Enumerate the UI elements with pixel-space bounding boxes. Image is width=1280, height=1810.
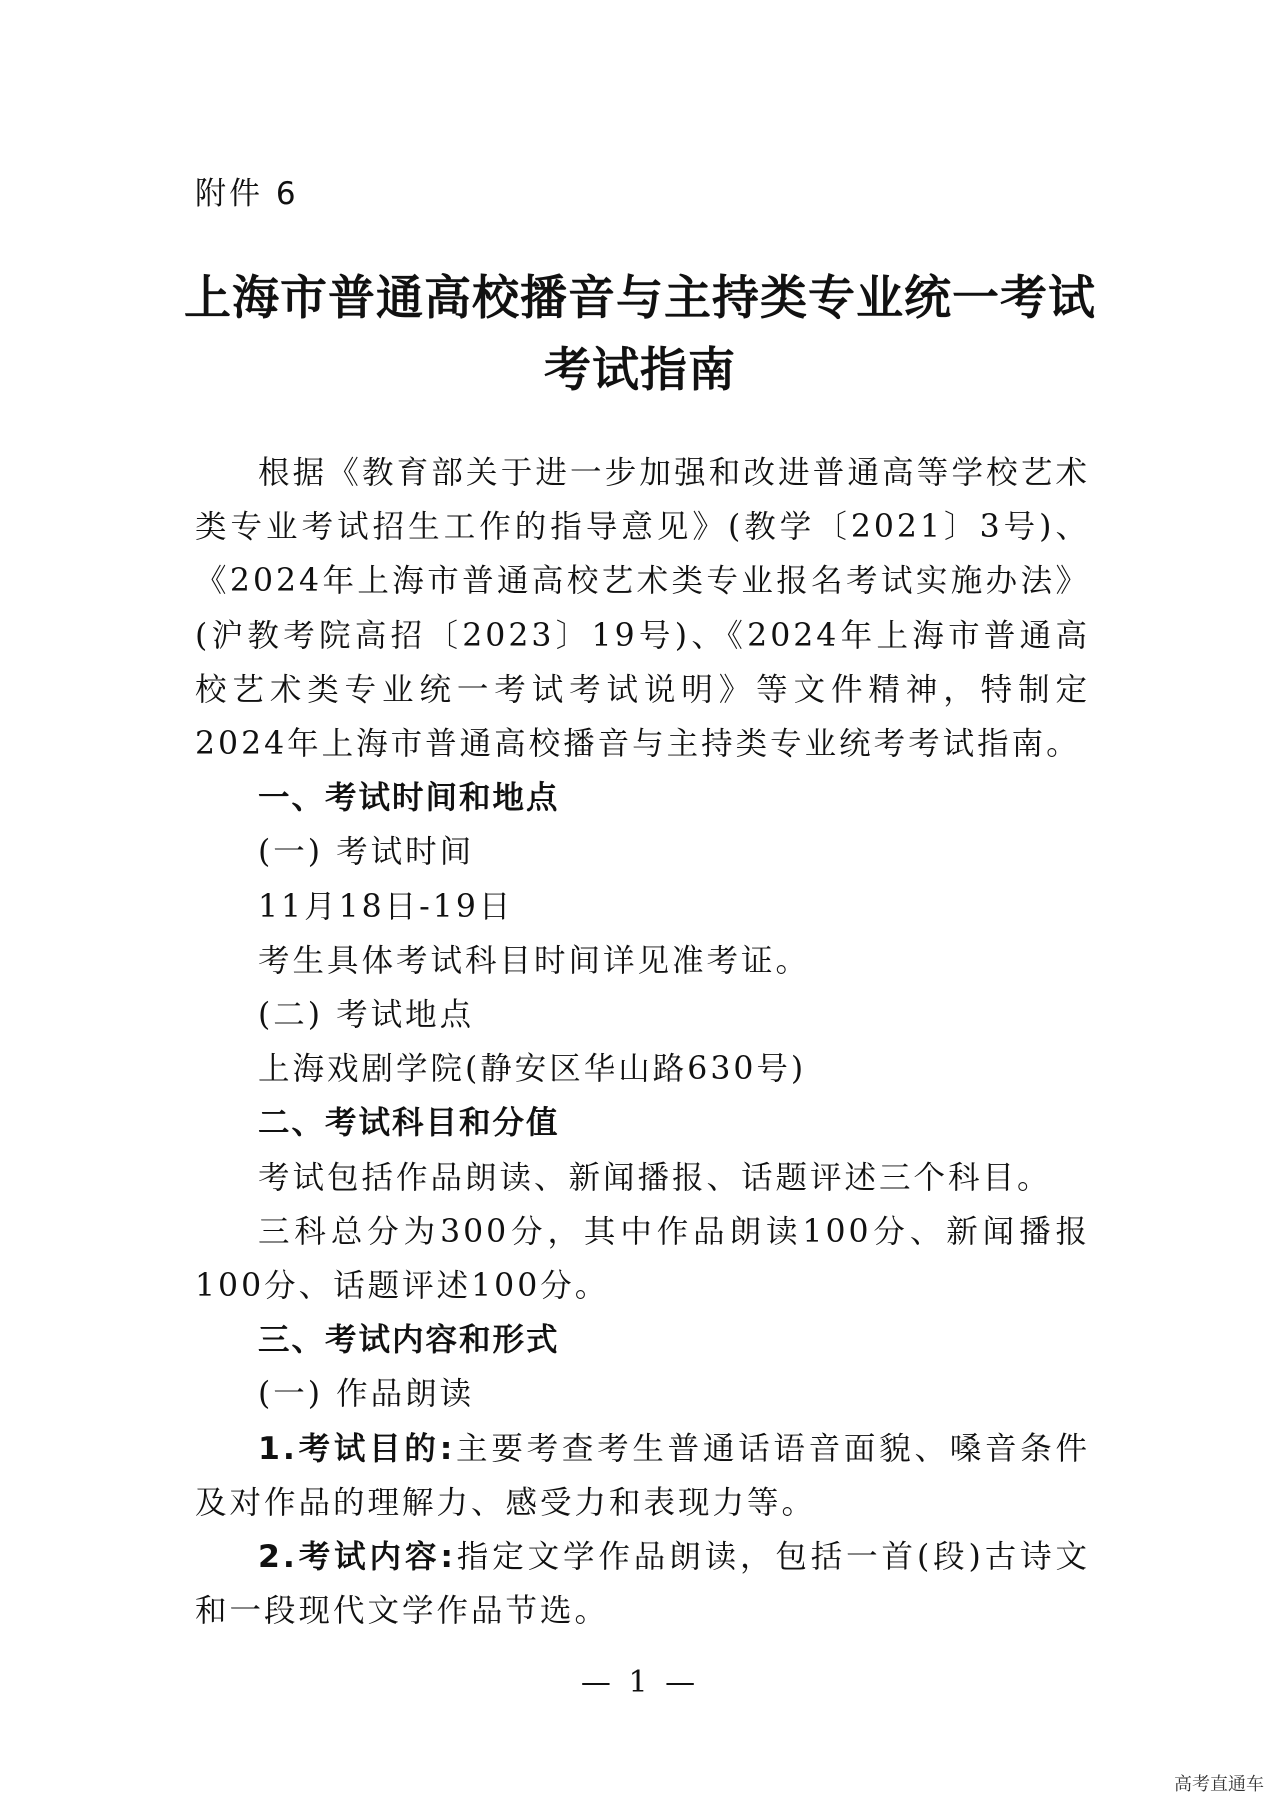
document-body bbox=[195, 446, 1090, 1638]
section-1-heading: 一、考试时间和地点 bbox=[258, 780, 560, 817]
section-3-sub-1-heading: (一) 作品朗读 bbox=[258, 1376, 475, 1413]
section-2-heading: 二、考试科目和分值 bbox=[258, 1105, 560, 1142]
section-3-heading: 三、考试内容和形式 bbox=[258, 1322, 560, 1359]
exam-subjects: 考试包括作品朗读、新闻播报、话题评述三个科目。 bbox=[258, 1159, 1052, 1196]
exam-purpose bbox=[195, 1422, 1090, 1530]
exam-date-note: 考生具体考试科目时间详见准考证。 bbox=[258, 942, 811, 979]
exam-content-text: 指定文学作品朗读，包括一首(段)古诗文和一段现代文学作品节选。 bbox=[195, 1539, 1090, 1630]
exam-purpose-label: 1.考试目的: bbox=[258, 1430, 456, 1467]
exam-date: 11月18日-19日 bbox=[258, 888, 514, 925]
page-number: — 1 — bbox=[580, 1665, 700, 1700]
attachment-label: 附件 6 bbox=[195, 176, 299, 212]
document-title-line-1: 上海市普通高校播音与主持类专业统一考试 bbox=[184, 271, 1096, 326]
intro-paragraph: 根据《教育部关于进一步加强和改进普通高等学校艺术类专业考试招生工作的指导意见》(教学〔2021〕3号)、《2024年上海市普通高校艺术类专业报名考试实施办法》(沪教考院高招〔2023〕19号)、《2024年上海市普通高校艺术类专业统一考试考试说明》等文件精神，特制定2024年上海市普通高校播音与主持类专业统考考试指南。 bbox=[195, 455, 1090, 763]
section-1-sub-1-heading: (一) 考试时间 bbox=[258, 834, 475, 871]
exam-purpose-text: 主要考查考生普通话语音面貌、嗓音条件及对作品的理解力、感受力和表现力等。 bbox=[195, 1430, 1090, 1521]
exam-content-label: 2.考试内容: bbox=[258, 1539, 456, 1576]
exam-scores: 三科总分为300分，其中作品朗读100分、新闻播报100分、话题评述100分。 bbox=[195, 1213, 1090, 1305]
exam-location: 上海戏剧学院(静安区华山路630号) bbox=[258, 1051, 807, 1088]
document-title-line-2: 考试指南 bbox=[544, 343, 736, 398]
section-1-sub-2-heading: (二) 考试地点 bbox=[258, 997, 475, 1034]
exam-content bbox=[195, 1530, 1090, 1638]
watermark: 高考直通车 bbox=[1174, 1774, 1264, 1795]
